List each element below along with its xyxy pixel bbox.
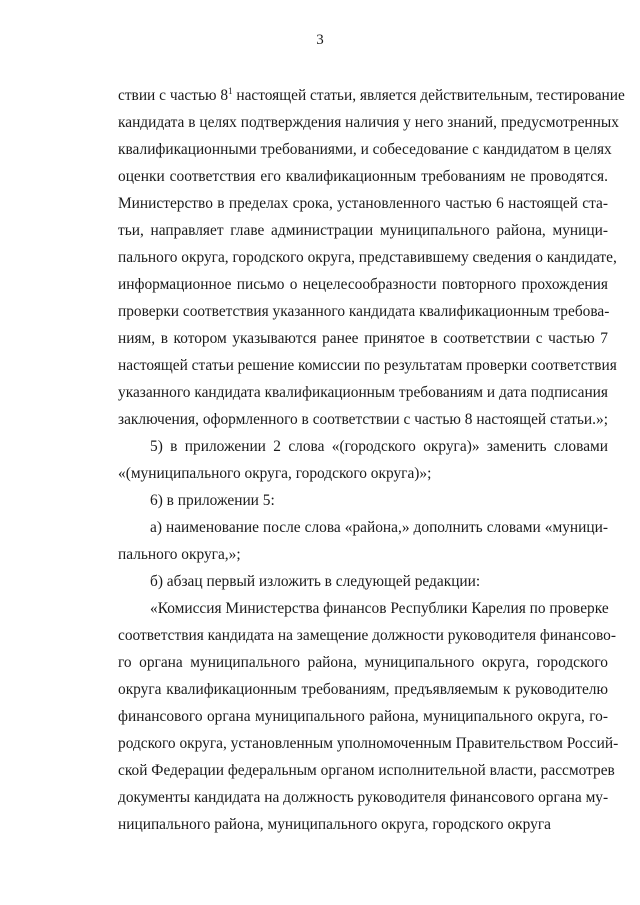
text-line: проверки соответствия указанного кандидата квалификационным требова- xyxy=(118,303,610,320)
text-line: тьи, направляет главе администрации муниципального района, муници- xyxy=(118,222,608,239)
text-line: «(муниципального округа, городского округа)»; xyxy=(118,465,432,482)
text-line xyxy=(118,86,625,106)
text-line: ниципального района, муниципального округа, городского округа xyxy=(118,816,551,833)
text-line: го органа муниципального района, муниципального округа, городского xyxy=(118,654,608,671)
text-line: ниям, в котором указываются ранее принятое в соответствии с частью 7 xyxy=(118,330,608,347)
text-line: «Комиссия Министерства финансов Республики Карелия по проверке xyxy=(150,600,609,617)
text-line: информационное письмо о нецелесообразности повторного прохождения xyxy=(118,276,608,293)
text-line: пального округа,»; xyxy=(118,546,241,563)
superscript: 1 xyxy=(228,86,233,96)
text-line: ской Федерации федеральным органом исполнительной власти, рассмотрев xyxy=(118,762,615,779)
text-line: квалификационными требованиями, и собеседование с кандидатом в целях xyxy=(118,141,612,158)
text-line: родского округа, установленным уполномоченным Правительством Россий- xyxy=(118,735,619,752)
text-segment: ствии с частью 8 xyxy=(118,87,229,104)
text-line: Министерство в пределах срока, установленного частью 6 настоящей ста- xyxy=(118,195,608,212)
text-line: б) абзац первый изложить в следующей редакции: xyxy=(150,573,481,590)
text-line: соответствия кандидата на замещение должности руководителя финансово- xyxy=(118,627,616,644)
text-line: округа квалификационным требованиям, предъявляемым к руководителю xyxy=(118,681,608,698)
text-line: указанного кандидата квалификационным требованиям и дата подписания xyxy=(118,384,608,401)
text-line: пального округа, городского округа, представившему сведения о кандидате, xyxy=(118,249,617,266)
text-line: оценки соответствия его квалификационным требованиям не проводятся. xyxy=(118,168,608,185)
text-line: финансового органа муниципального района, муниципального округа, го- xyxy=(118,708,608,725)
text-line: настоящей статьи решение комиссии по результатам проверки соответствия xyxy=(118,357,617,374)
text-line: кандидата в целях подтверждения наличия у него знаний, предусмотренных xyxy=(118,114,619,131)
text-line: 6) в приложении 5: xyxy=(150,492,275,509)
text-line: 5) в приложении 2 слова «(городского округа)» заменить словами xyxy=(150,438,608,455)
text-line: документы кандидата на должность руководителя финансового органа му- xyxy=(118,789,609,806)
text-line: а) наименование после слова «района,» дополнить словами «муници- xyxy=(150,519,608,536)
text-line: заключения, оформленного в соответствии с частью 8 настоящей статьи.»; xyxy=(118,411,608,428)
page-number: 3 xyxy=(316,32,324,48)
text-segment: настоящей статьи, является действительным, тестирование xyxy=(232,87,625,104)
